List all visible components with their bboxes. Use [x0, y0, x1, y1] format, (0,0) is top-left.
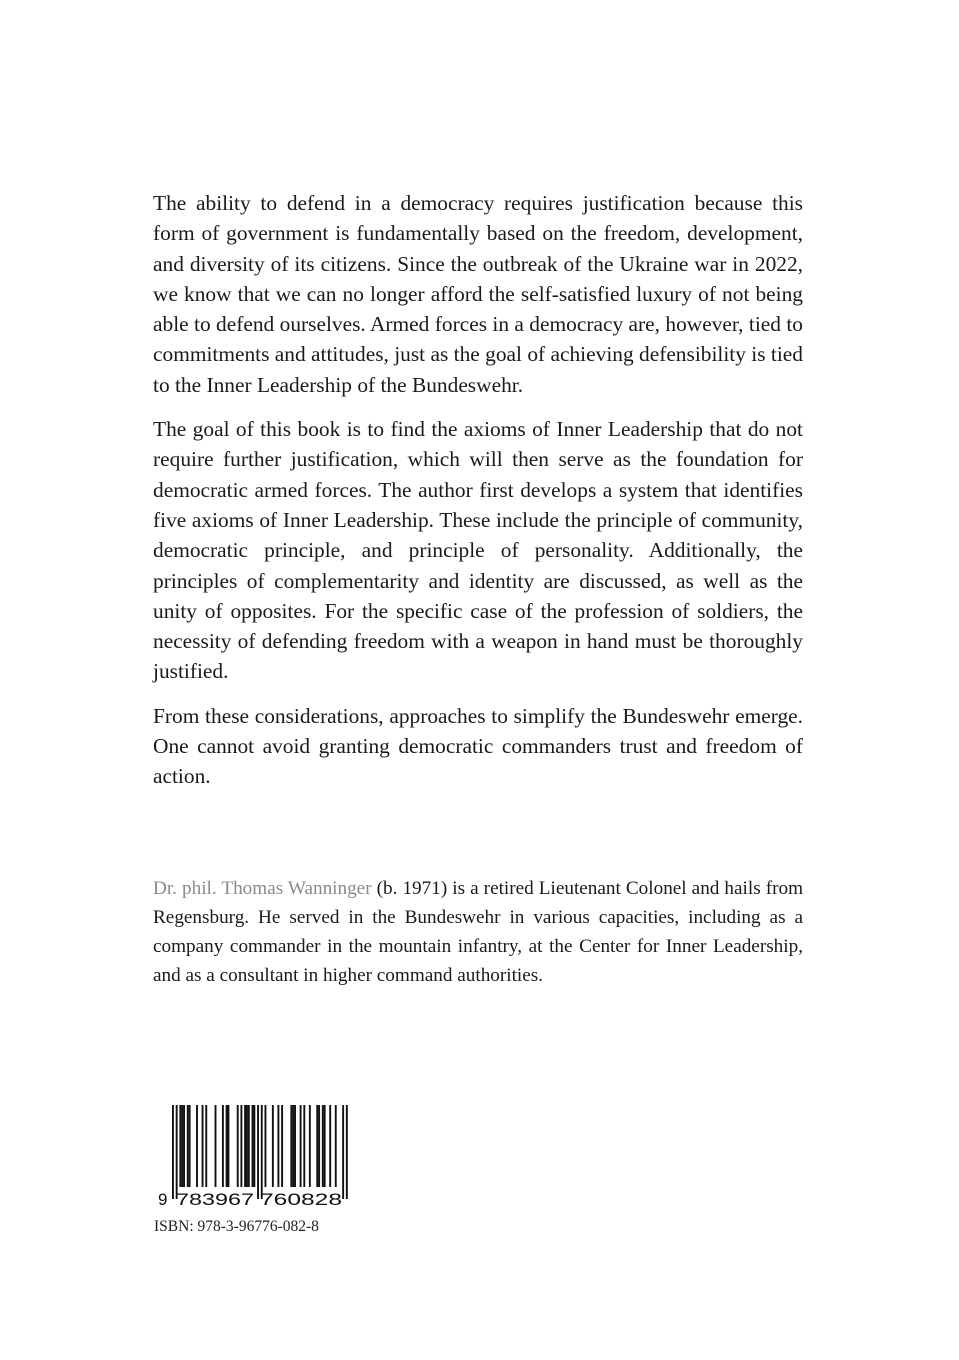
barcode-bar	[281, 1105, 283, 1187]
barcode-bar	[292, 1105, 294, 1187]
author-bio	[153, 874, 803, 990]
barcode-right-digits: 760828	[260, 1190, 342, 1209]
blurb-paragraph-3: From these considerations, approaches to simplify the Bundeswehr emerge. One cannot avoid granting democratic commanders trust and freedom of action.	[153, 703, 803, 789]
barcode-bar	[252, 1105, 254, 1187]
barcode-bar	[189, 1105, 191, 1187]
barcode-bar	[309, 1105, 311, 1187]
barcode-bar	[226, 1105, 228, 1187]
blurb-paragraph-1: The ability to defend in a democracy requires justification because this form of government is fundamentally based on the freedom, development, and diversity of its citizens. Since the outbreak of the Ukraine war in 2022, we know that we can no longer afford the self-satisfied luxury of not being able to defend ourselves. Armed forces in a democracy are, however, tied to commitments and attitudes, just as the goal of achieving defensibility is tied to the Inner Leadership of the Bundeswehr.	[153, 191, 803, 397]
barcode-bar	[261, 1105, 263, 1199]
barcode-bar	[346, 1105, 348, 1199]
barcode-bar	[335, 1105, 337, 1187]
barcode-bar	[215, 1105, 217, 1187]
barcode-bar	[257, 1105, 259, 1199]
barcode-bar	[202, 1105, 204, 1187]
barcode-bar	[240, 1105, 242, 1187]
barcode-bar	[237, 1105, 239, 1187]
barcode-bar	[196, 1105, 198, 1187]
barcode-bar	[290, 1105, 292, 1187]
barcode-bar	[246, 1105, 248, 1187]
barcode-left-digits: 783967	[176, 1190, 254, 1209]
barcode-bar	[294, 1105, 296, 1187]
barcode-bar	[272, 1105, 274, 1187]
author-name: Dr. phil. Thomas Wanninger	[153, 878, 372, 899]
barcode-bar	[244, 1105, 246, 1187]
barcode-bar	[324, 1105, 326, 1187]
barcode-bar	[172, 1105, 174, 1199]
barcode-bar	[222, 1105, 224, 1187]
barcode-bar	[181, 1105, 183, 1187]
barcode-bar	[342, 1105, 344, 1199]
barcode	[154, 1105, 354, 1209]
blurb-text	[153, 188, 803, 806]
barcode-lead-digit: 9	[158, 1190, 168, 1209]
barcode-graphic	[154, 1105, 354, 1209]
barcode-bar	[228, 1105, 230, 1187]
barcode-bar	[303, 1105, 305, 1187]
barcode-bar	[205, 1105, 207, 1187]
barcode-bar	[253, 1105, 255, 1187]
barcode-bar	[265, 1105, 267, 1187]
barcode-bar	[316, 1105, 318, 1187]
blurb-paragraph-2: The goal of this book is to find the axioms of Inner Leadership that do not require further justification, which will then serve as the foundation for democratic armed forces. The author first develops a system that identifies five axioms of Inner Leadership. These include the principle of community, democratic principle, and principle of personality. Additionally, the principles of complementarity and identity are discussed, as well as the unity of opposites. For the specific case of the profession of soldiers, the necessity of defending freedom with a weapon in hand must be thoroughly justified.	[153, 417, 803, 684]
barcode-bar	[248, 1105, 250, 1187]
barcode-bar	[322, 1105, 324, 1187]
author-bio-text: (b. 1971) is a retired Lieutenant Colonel and hails from Regensburg. He served in the Bundeswehr in various capacities, including as a company commander in the mountain infantry, at the Center for Inner Leadership, and as a consultant in higher command authorities.	[153, 878, 804, 986]
barcode-bar	[300, 1105, 302, 1187]
barcode-bar	[176, 1105, 178, 1199]
barcode-bar	[183, 1105, 185, 1187]
barcode-bar	[277, 1105, 279, 1187]
barcode-bar	[179, 1105, 181, 1187]
isbn-label: ISBN: 978-3-96776-082-8	[154, 1218, 319, 1235]
barcode-bar	[187, 1105, 189, 1187]
barcode-bar	[318, 1105, 320, 1187]
barcode-bar	[329, 1105, 331, 1187]
